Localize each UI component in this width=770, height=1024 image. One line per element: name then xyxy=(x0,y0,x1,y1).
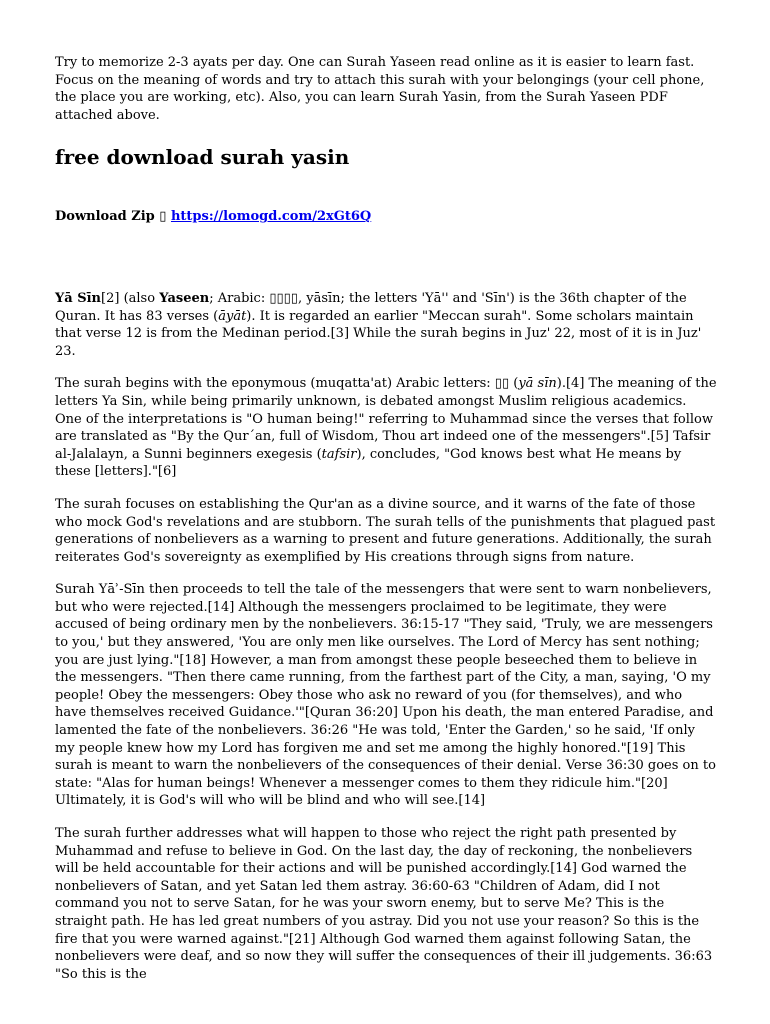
ayat-term: āyāt xyxy=(218,308,247,324)
p1-text-2: ; Arabic: ▯▯▯▯, yāsīn; the letters 'Yā'' and 'Sīn') is the 36th chapter of the Quran. It has 83 verses ( xyxy=(55,290,687,324)
paragraph-judgement: The surah further addresses what will happen to those who reject the right path presented by Muhammad and refuse to believe in God. On the last day, the day of reckoning, the nonbelievers will be held accountable for their actions and will be punished accordingly.[14] God warned the nonbelievers of Satan, and yet Satan led them astray. 36:60-63 "Children of Adam, did I not command you not to serve Satan, for he was your sworn enemy, but to serve Me? This is the straight path. He has led great numbers of you astray. Did you not use your reason? So this is the fire that you were warned against."[21] Although God warned them against following Satan, the nonbelievers were deaf, and so now they will suffer the consequences of their ill judgements. 36:63 "So this is the xyxy=(55,826,713,982)
yasin-term: yā sīn xyxy=(518,376,557,392)
tafsir-term: tafsir xyxy=(321,446,357,462)
surah-alt-name: Yaseen xyxy=(159,290,210,306)
p2-text-1: The surah begins with the eponymous (muqatta'at) Arabic letters: ▯▯ ( xyxy=(55,376,519,392)
p2-text-2: ).[4] The meaning of the letters Ya Sin, while being primarily unknown, is debated amongst Muslim religious academics. One of the interpretations is "O human being!" referring to Muhammad since the verses that follow are translated as "By the Qur´an, full of Wisdom, Thou art indeed one of the messengers".[5] Tafsir al-Jalalayn, a Sunni beginners exegesis ( xyxy=(55,376,717,462)
p2-text-3: ), concludes, "God knows best what He means by these [letters]."[6] xyxy=(55,446,682,480)
intro-paragraph: Try to memorize 2-3 ayats per day. One can Surah Yaseen read online as it is easier to learn fast. Focus on the meaning of words and try to attach this surah with your belongings (your cell phone, the place you are working, etc). Also, you can learn Surah Yasin, from the Surah Yaseen PDF attached above. xyxy=(55,55,705,123)
p1-text-1: [2] (also xyxy=(101,290,160,306)
download-link[interactable]: https://lomogd.com/2xGt6Q xyxy=(170,209,372,225)
p1-text-3: ). It is regarded an earlier "Meccan surah". Some scholars maintain that verse 12 is from the Medinan period.[3] While the surah begins in Juz' 22, most of it is in Juz' 23. xyxy=(55,308,702,359)
paragraph-letters xyxy=(55,375,717,481)
paragraph-messengers: Surah Yāʾ-Sīn then proceeds to tell the tale of the messengers that were sent to warn nonbelievers, but who were rejected.[14] Although the messengers proclaimed to be legitimate, they were accused of being ordinary men by the nonbelievers. 36:15-17 "They said, 'Truly, we are messengers to you,' but they answered, 'You are only men like ourselves. The Lord of Mercy has sent nothing; you are just lying."[18] However, a man from amongst these people beseeched them to believe in the messengers. "Then there came running, from the farthest part of the City, a man, saying, 'O my people! Obey the messengers: Obey those who ask no reward of you (for themselves), and who have themselves received Guidance.'"[Quran 36:20] Upon his death, the man entered Paradise, and lamented the fate of the nonbelievers. 36:26 "He was told, 'Enter the Garden,' so he said, 'If only my people knew how my Lord has forgiven me and set me among the highly honored."[19] This surah is meant to warn the nonbelievers of the consequences of their denial. Verse 36:30 goes on to state: "Alas for human beings! Whenever a messenger comes to them they ridicule him."[20] Ultimately, it is God's will who will be blind and who will see.[14] xyxy=(55,582,716,809)
paragraph-yasin-intro xyxy=(55,290,717,360)
surah-name: Yā Sīn xyxy=(55,290,102,306)
document-page xyxy=(55,54,717,998)
paragraph-focus: The surah focuses on establishing the Qur'an as a divine source, and it warns of the fate of those who mock God's revelations and are stubborn. The surah tells of the punishments that plagued past generations of nonbelievers as a warning to present and future generations. Additionally, the surah reiterates God's sovereignty as exemplified by His creations through signs from nature. xyxy=(55,496,716,565)
page-heading: free download surah yasin xyxy=(55,145,350,170)
download-label: Download Zip ▯ xyxy=(55,209,167,225)
download-line xyxy=(55,208,717,226)
